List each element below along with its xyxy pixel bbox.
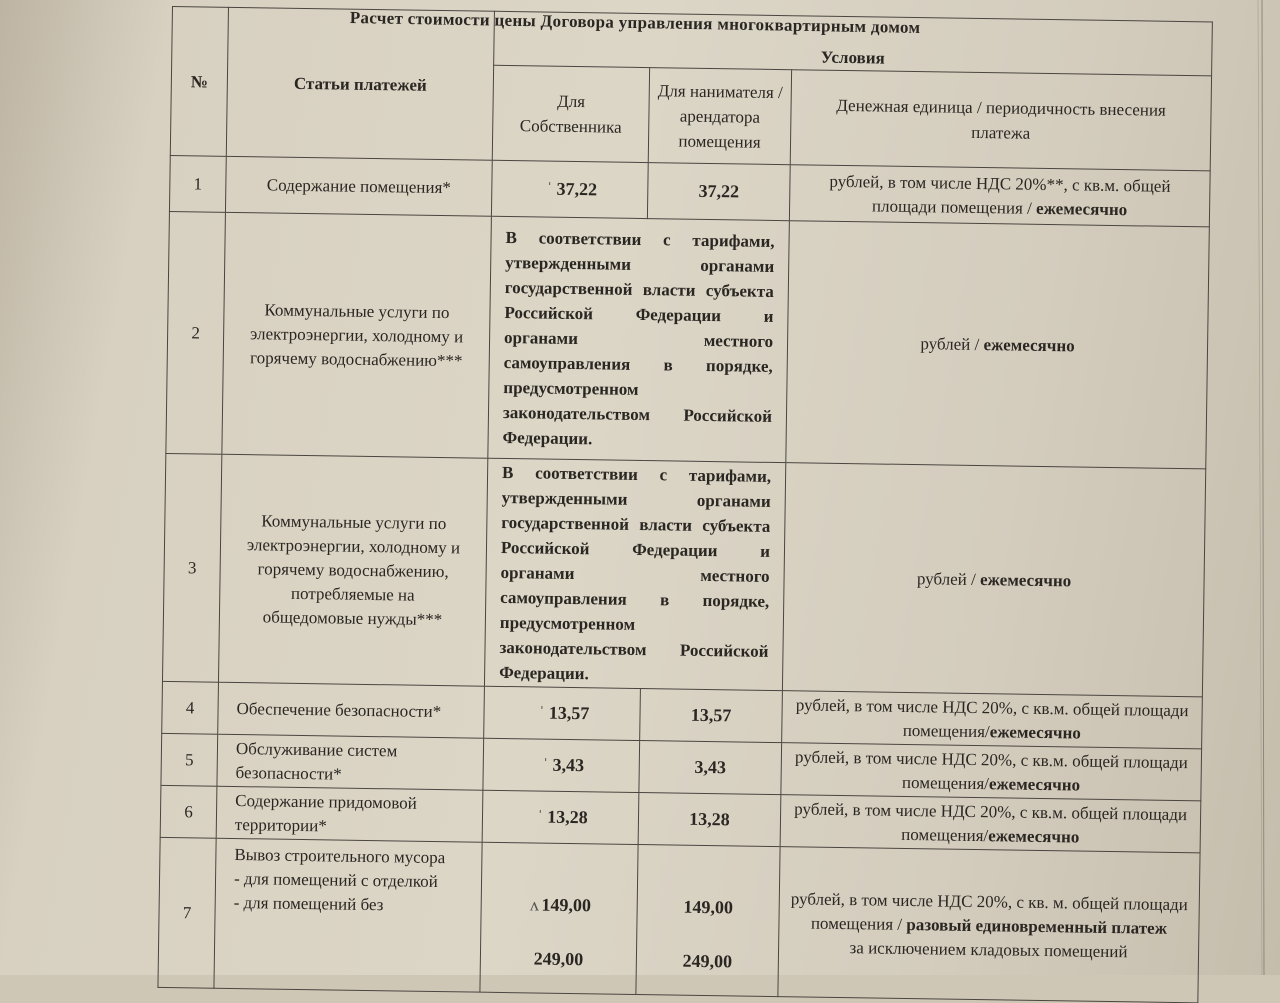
- unit-period: ежемесячно: [1035, 198, 1128, 219]
- unit-period: ежемесячно: [983, 334, 1075, 355]
- row-unit: [780, 795, 1201, 853]
- row-owner-value: [483, 738, 640, 792]
- row-owner-value: [491, 160, 648, 218]
- table-row: [158, 837, 1200, 1002]
- row-unit: [781, 743, 1202, 801]
- header-unit: Денежная единица / периодичность внесения платежа: [790, 70, 1211, 171]
- row-tenant-value: [636, 845, 780, 997]
- row-unit: [782, 691, 1203, 749]
- item-line: - для помещений с отделкой: [233, 869, 439, 892]
- owner-value-text: 13,28: [547, 806, 588, 828]
- header-tenant: Для нанимателя /арендатора помещения: [648, 68, 791, 165]
- row-unit: [789, 165, 1210, 227]
- pen-mark-icon: ˈ: [546, 178, 553, 199]
- row-tenant-value: 3,43: [639, 741, 782, 795]
- pen-mark-icon: ˈ: [542, 754, 549, 775]
- unit-text: рублей, в том числе НДС 20%, с кв. м. общей площади помещения /: [790, 889, 1188, 934]
- payment-table: [157, 6, 1212, 1003]
- row-item: Содержание придомовой территории*: [216, 786, 483, 842]
- row-item: Обеспечение безопасности*: [218, 682, 485, 738]
- item-line: Вывоз строительного мусора: [234, 845, 446, 868]
- row-item: Содержание помещения*: [225, 156, 492, 216]
- row-num: 2: [166, 211, 226, 454]
- table-row: [166, 211, 1209, 468]
- row-unit: [786, 221, 1210, 469]
- row-tariff-text: В соответствии с тарифами, утвержденными органами государственной власти субъекта Российской Федерации и органами местного самоуправления в порядке, предусмотренном законодательством Российской Федерации.: [488, 216, 790, 462]
- row-num: 7: [158, 837, 216, 988]
- row-num: 1: [169, 155, 226, 212]
- owner-value-text: 3,43: [552, 754, 585, 776]
- row-owner-value: [484, 686, 641, 740]
- unit-period: разовый единовременный платеж: [906, 914, 1168, 938]
- pen-mark-icon: ˈ: [538, 702, 545, 723]
- row-num: 4: [162, 681, 219, 734]
- unit-text: рублей /: [916, 568, 981, 589]
- header-conditions: Условия: [494, 11, 1213, 76]
- unit-period: ежемесячно: [979, 569, 1072, 590]
- row-tenant-value: 13,28: [638, 793, 781, 847]
- unit-note: за исключением кладовых помещений: [849, 938, 1128, 962]
- unit-period: ежемесячно: [988, 825, 1080, 847]
- row-tenant-value: 13,57: [640, 689, 783, 743]
- unit-text: рублей, в том числе НДС 20%, с кв.м. общей площади помещения/: [794, 746, 1188, 793]
- row-unit: [782, 463, 1205, 697]
- row-item: Коммунальные услуги по электроэнергии, холодному и горячему водоснабжению***: [222, 212, 492, 458]
- row-num: 3: [162, 453, 221, 682]
- header-item: Статьи платежей: [226, 7, 494, 160]
- header-num: №: [170, 7, 228, 157]
- row-owner-value: [482, 790, 639, 844]
- unit-period: ежемесячно: [989, 721, 1082, 743]
- table-row: [162, 453, 1205, 696]
- ruler-marks-icon: [1240, 0, 1280, 975]
- pen-mark-icon: ʌ: [529, 894, 540, 915]
- unit-period: ежемесячно: [988, 773, 1081, 795]
- table-wrapper: [157, 6, 1212, 1003]
- header-owner: Для Собственника: [492, 65, 649, 162]
- owner-value-text: 37,22: [556, 178, 598, 200]
- tenant-value-line: 249,00: [682, 950, 733, 972]
- row-owner-value: [480, 842, 638, 994]
- tenant-value-line: 149,00: [683, 896, 734, 918]
- document-title: Расчет стоимости цены Договора управления многоквартирным домом: [349, 8, 921, 37]
- row-tenant-value: 37,22: [647, 163, 790, 221]
- row-item: Обслуживание систем безопасности*: [217, 734, 484, 790]
- unit-text: рублей /: [920, 333, 984, 354]
- owner-value-text: 13,57: [548, 702, 590, 724]
- row-num: 5: [161, 733, 218, 786]
- pen-mark-icon: ˈ: [537, 806, 544, 827]
- owner-value-line: [487, 877, 631, 933]
- owner-value-line: 249,00: [533, 948, 584, 970]
- item-line: - для помещений без: [233, 893, 384, 915]
- owner-value-text: 149,00: [541, 894, 592, 916]
- unit-text: рублей, в том числе НДС 20%, с кв.м. общей площади помещения/: [794, 798, 1188, 845]
- unit-text: рублей, в том числе НДС 20%**, с кв.м. общей площади помещения /: [829, 171, 1171, 218]
- row-num: 6: [160, 785, 217, 838]
- row-unit: [778, 847, 1200, 1003]
- row-tariff-text: В соответствии с тарифами, утвержденными органами государственной власти субъекта Российской Федерации и органами местного самоуправления в порядке, предусмотренном законодательством Российской Федерации.: [484, 458, 785, 690]
- row-item: [214, 838, 482, 992]
- row-item: Коммунальные услуги по электроэнергии, холодному и горячему водоснабжению, потребляемые на общедомовые нужды***: [218, 454, 487, 686]
- unit-text: рублей, в том числе НДС 20%, с кв.м. общей площади помещения/: [795, 694, 1189, 741]
